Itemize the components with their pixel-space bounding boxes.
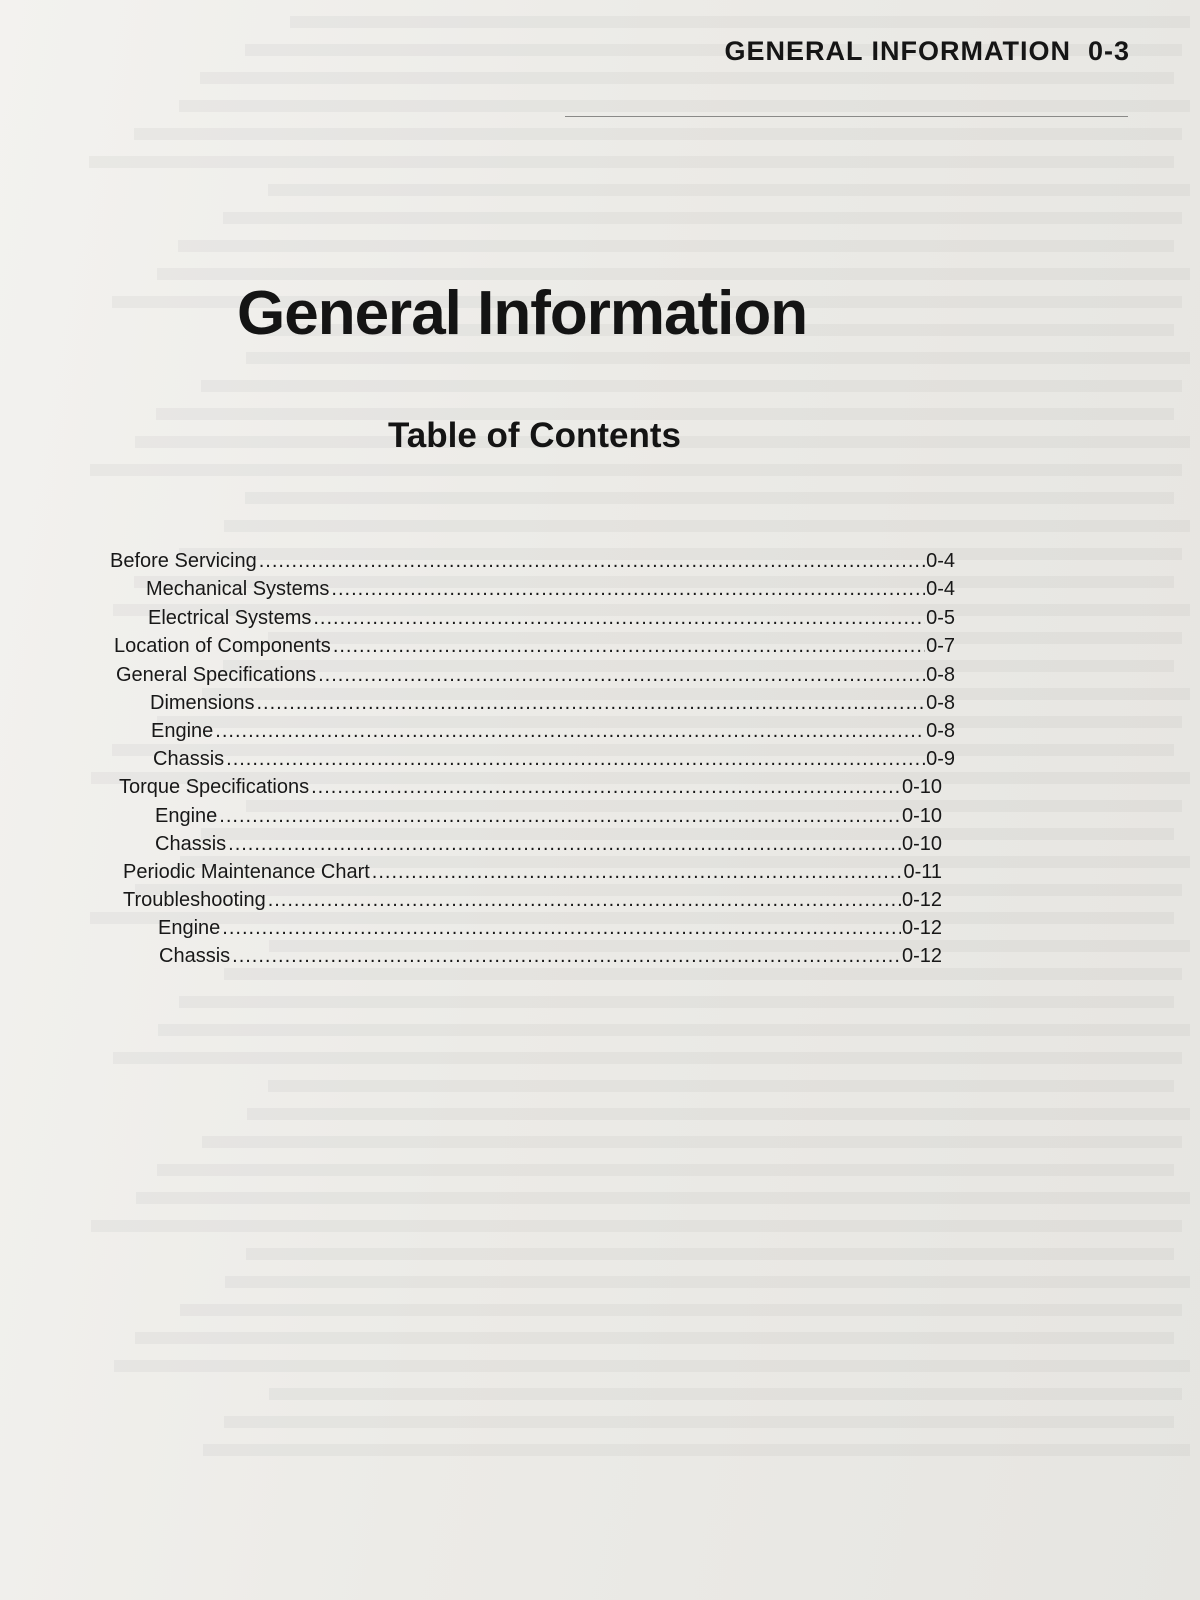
toc-entry-label: Mechanical Systems [146,578,330,600]
bleed-through-line [179,996,1174,1008]
page-number: 0-3 [1087,36,1130,66]
bleed-through-line [202,1136,1182,1148]
toc-entry-label: Chassis [153,748,225,770]
toc-dot-leader [232,945,901,968]
bleed-through-line [246,352,1190,364]
toc-entry-label: Dimensions [150,692,255,714]
toc-entry [123,861,942,887]
toc-dot-leader [268,889,901,912]
toc-entry [155,833,942,859]
toc-entry-label: Torque Specifications [119,776,310,798]
toc-entry-page: 0-12 [901,945,942,967]
toc-dot-leader [226,748,925,771]
bleed-through-line [157,1164,1174,1176]
toc-dot-leader [313,607,925,630]
bleed-through-line [224,520,1190,532]
toc-dot-leader [256,692,925,715]
toc-dot-leader [311,776,901,799]
bleed-through-line [268,184,1190,196]
running-header-title: GENERAL INFORMATION [724,36,1071,66]
toc-entry-page: 0-11 [903,861,942,883]
toc-entry-page: 0-8 [926,720,955,742]
toc-entry [159,945,942,971]
toc-entry-label: Engine [155,805,218,827]
toc-entry-label: Chassis [155,833,227,855]
bleed-through-line [134,128,1182,140]
toc-entry-label: Chassis [159,945,231,967]
toc-entry [146,578,955,604]
toc-entry-page: 0-7 [926,635,955,657]
toc-entry-page: 0-10 [901,776,942,798]
toc-entry-page: 0-5 [926,607,955,629]
toc-entry [148,607,955,633]
toc-dot-leader [318,664,925,687]
toc-entry [110,550,955,576]
toc-entry [150,692,955,718]
bleed-through-line [200,72,1174,84]
bleed-through-line [135,1332,1174,1344]
bleed-through-line [201,380,1182,392]
toc-entry-page: 0-12 [901,889,942,911]
bleed-through-line [91,1220,1182,1232]
bleed-through-line [114,1360,1190,1372]
bleed-through-line [180,1304,1182,1316]
bleed-through-line [179,100,1190,112]
toc-dot-leader [228,833,901,856]
toc-entry-page: 0-4 [926,550,955,572]
toc-entry [119,776,942,802]
toc-entry-label: Engine [151,720,214,742]
running-header [724,36,1130,67]
toc-entry [155,805,942,831]
bleed-through-line [247,1108,1190,1120]
toc-entry [153,748,955,774]
toc-entry [158,917,942,943]
toc-entry-label: Before Servicing [110,550,257,572]
toc-entry-page: 0-10 [901,805,942,827]
bleed-through-line [246,1248,1174,1260]
bleed-through-line [268,1080,1174,1092]
toc-entry-label: Troubleshooting [123,889,266,911]
toc-entry-label: Electrical Systems [148,607,312,629]
toc-entry-page: 0-8 [926,664,955,686]
bleed-through-line [136,1192,1190,1204]
bleed-through-line [89,156,1174,168]
bleed-through-line [223,212,1182,224]
bleed-through-line [269,1388,1182,1400]
toc-dot-leader [259,550,925,573]
bleed-through-line [245,492,1174,504]
toc-entry-page: 0-4 [926,578,955,600]
bleed-through-line [290,16,1190,28]
bleed-through-line [225,1276,1190,1288]
toc-entry-page: 0-8 [926,692,955,714]
bleed-through-line [90,464,1182,476]
bleed-through-line [158,1024,1190,1036]
bleed-through-line [203,1444,1190,1456]
toc-dot-leader [219,805,901,828]
bleed-through-line [224,1416,1174,1428]
toc-dot-leader [372,861,903,884]
toc-entry-label: Location of Components [114,635,331,657]
toc-entry-label: General Specifications [116,664,317,686]
toc-entry-page: 0-12 [901,917,942,939]
toc-dot-leader [215,720,925,743]
toc-dot-leader [222,917,901,940]
toc-entry-page: 0-9 [926,748,955,770]
toc-entry [123,889,942,915]
bleed-through-line [178,240,1174,252]
toc-entry-label: Engine [158,917,221,939]
toc-dot-leader [333,635,925,658]
toc-entry [114,635,955,661]
toc-dot-leader [331,578,925,601]
page-title: General Information [237,279,808,348]
toc-entry [151,720,955,746]
toc-entry-page: 0-10 [901,833,942,855]
header-rule [565,116,1128,117]
toc-entry-label: Periodic Maintenance Chart [123,861,370,883]
bleed-through-line [113,1052,1182,1064]
toc-heading: Table of Contents [388,416,681,455]
toc-entry [116,664,955,690]
